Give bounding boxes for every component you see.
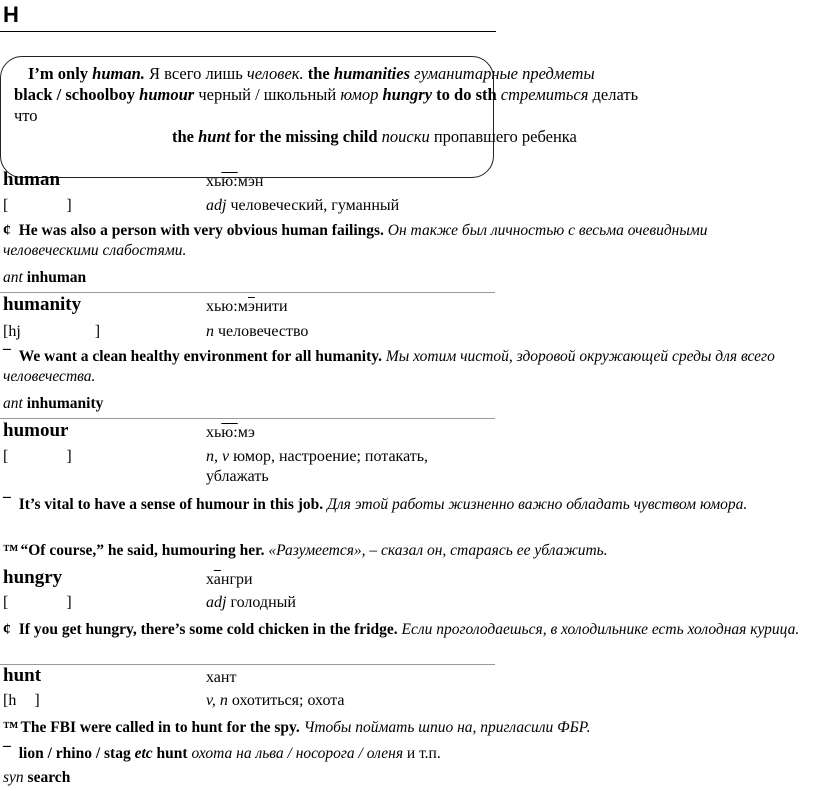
part-of-speech: v, n [206,692,228,709]
transcription-humanity [3,323,100,341]
example-en: “Of course,” he said, humouring her. [20,542,265,559]
translation-hungry [206,594,296,612]
entry-divider [0,292,495,293]
note-text: гуманитарные предметы [410,64,595,83]
pron-part: нити [254,298,288,315]
note-text: человек. [246,64,304,83]
ant-word: inhuman [26,269,87,286]
ant-label: ant [3,269,23,286]
translation-human [206,197,399,215]
example-en: He was also a person with very obvious human failings. [18,222,384,239]
example-human [3,221,803,261]
example-marker-icon: ¯ [3,496,11,513]
example-en: etc [134,745,153,762]
transcription-human: [ ] [3,197,72,214]
entry-divider [0,664,495,665]
headword-hunt: hunt [3,665,42,686]
note-text: делать [588,85,639,104]
example-en: lion / rhino / stag [18,745,131,762]
transcription-close: ] [94,323,101,340]
note-line-4 [172,127,577,147]
translation-humour [206,448,428,466]
pron-part: мэ [237,424,255,441]
note-text: пропавшего ребенка [433,127,577,146]
part-of-speech: adj [206,594,227,611]
translation-text: человеческий, гуманный [226,197,400,214]
pronunciation-human [206,173,263,191]
translation-humanity [206,323,308,341]
pron-stress: э [248,298,255,315]
transcription-close: ] [34,692,40,709]
transcription-humour [3,448,72,466]
note-text: hunt [198,127,231,146]
note-text: for the missing child [234,127,378,146]
transcription-hungry [3,594,72,612]
example-ru: Он также был личностью с весьма очевидными человеческими слабостями. [3,222,708,259]
headword-humour: humour [3,420,69,441]
note-text: humanities [333,64,411,83]
headword-hungry: hungry [3,567,63,588]
translation-text: голодный [226,594,296,611]
example-en: We want a clean healthy environment for all humanity. [18,348,383,365]
translation-hunt [206,692,345,710]
ant-word: inhumanity [26,395,104,412]
example-ru: охота на льва / носорога / оленя [191,745,404,762]
antonym-human [3,269,86,287]
note-text: поиски [381,127,430,146]
pron-part: хью:м [206,298,249,315]
antonym-humanity [3,395,103,413]
headword-humanity: humanity [3,294,82,315]
note-text: Я всего лишь [144,64,247,83]
translation-text: человечество [214,323,309,340]
pronunciation-humour [206,424,255,442]
note-text: юмор [340,85,379,104]
note-text: стремиться [496,85,589,104]
pron-stress: а [213,571,221,588]
example-marker-icon: ¯ [3,348,11,365]
pronunciation-humanity [206,298,288,316]
part-of-speech: n [206,323,214,340]
note-line-3: что [14,106,38,125]
example-marker-icon: ¯ [3,745,11,762]
transcription-open: [ [3,448,9,465]
pron-stress: ю: [221,173,238,190]
transcription-close: ] [66,448,72,465]
syn-label: syn [3,769,24,786]
synonym-hunt [3,769,70,787]
example-marker-icon: ™ [3,542,19,559]
note-text: the [303,64,334,83]
note-text: черный / школьный [194,85,341,104]
pron-stress: ю: [221,424,238,441]
note-text: I’m only [28,64,89,83]
syn-word: search [27,769,71,786]
pronunciation-hungry [206,571,253,589]
translation-text: юмор, настроение; потакать, [229,448,429,465]
example-marker-icon: ¢ [3,222,11,239]
transcription-close: ] [66,594,72,611]
note-text: human. [92,64,145,83]
headword-human: human [3,169,61,190]
example-ru: Мы хотим чистой, здоровой окружающей среды для всего человечества. [3,348,775,385]
example-ru: и т.п. [406,745,441,762]
top-rule [0,31,496,32]
transcription-hunt [3,692,40,710]
pronunciation-hunt: хант [206,669,237,686]
example-humour-2 [3,541,803,561]
note-text: black / schoolboy [14,85,136,104]
pron-part: хь [206,424,222,441]
section-letter: H [3,2,19,27]
transcription-open: [ [3,594,9,611]
example-hunt-2 [3,744,803,764]
example-ru: «Разумеется», – сказал он, стараясь ее ублажить. [268,542,608,559]
pron-part: мэн [237,173,264,190]
note-text: humour [139,85,195,104]
translation-text: охотиться; охота [227,692,345,709]
entry-divider [0,418,495,419]
part-of-speech: adj [206,197,227,214]
example-humanity [3,347,803,387]
note-text: hungry [382,85,433,104]
pron-part: нгри [220,571,253,588]
example-marker-icon: ¢ [3,621,11,638]
example-ru: Чтобы поймать шпио на, пригласили ФБР. [303,719,591,736]
example-ru: Для этой работы жизненно важно обладать чувством юмора. [327,496,748,513]
example-marker-icon: ™ [3,719,19,736]
example-hunt-1 [3,718,803,738]
note-line-1 [28,64,595,84]
note-text: the [172,127,194,146]
translation-humour-cont: ублажать [206,468,269,485]
example-hungry [3,620,803,640]
ant-label: ant [3,395,23,412]
example-ru: Если проголодаешься, в холодильнике есть холодная курица. [401,621,800,638]
example-en: It’s vital to have a sense of humour in this job. [18,496,324,513]
transcription-open: [hj [3,323,21,340]
example-en: If you get hungry, there’s some cold chicken in the fridge. [18,621,398,638]
note-text: to do sth [432,85,497,104]
transcription-open: [h [3,692,17,709]
example-en: hunt [156,745,188,762]
pron-part: х [206,571,214,588]
example-humour-1 [3,495,803,515]
pron-part: хь [206,173,222,190]
example-en: The FBI were called in to hunt for the spy. [20,719,300,736]
note-line-2 [14,85,638,105]
part-of-speech: n, v [206,448,230,465]
